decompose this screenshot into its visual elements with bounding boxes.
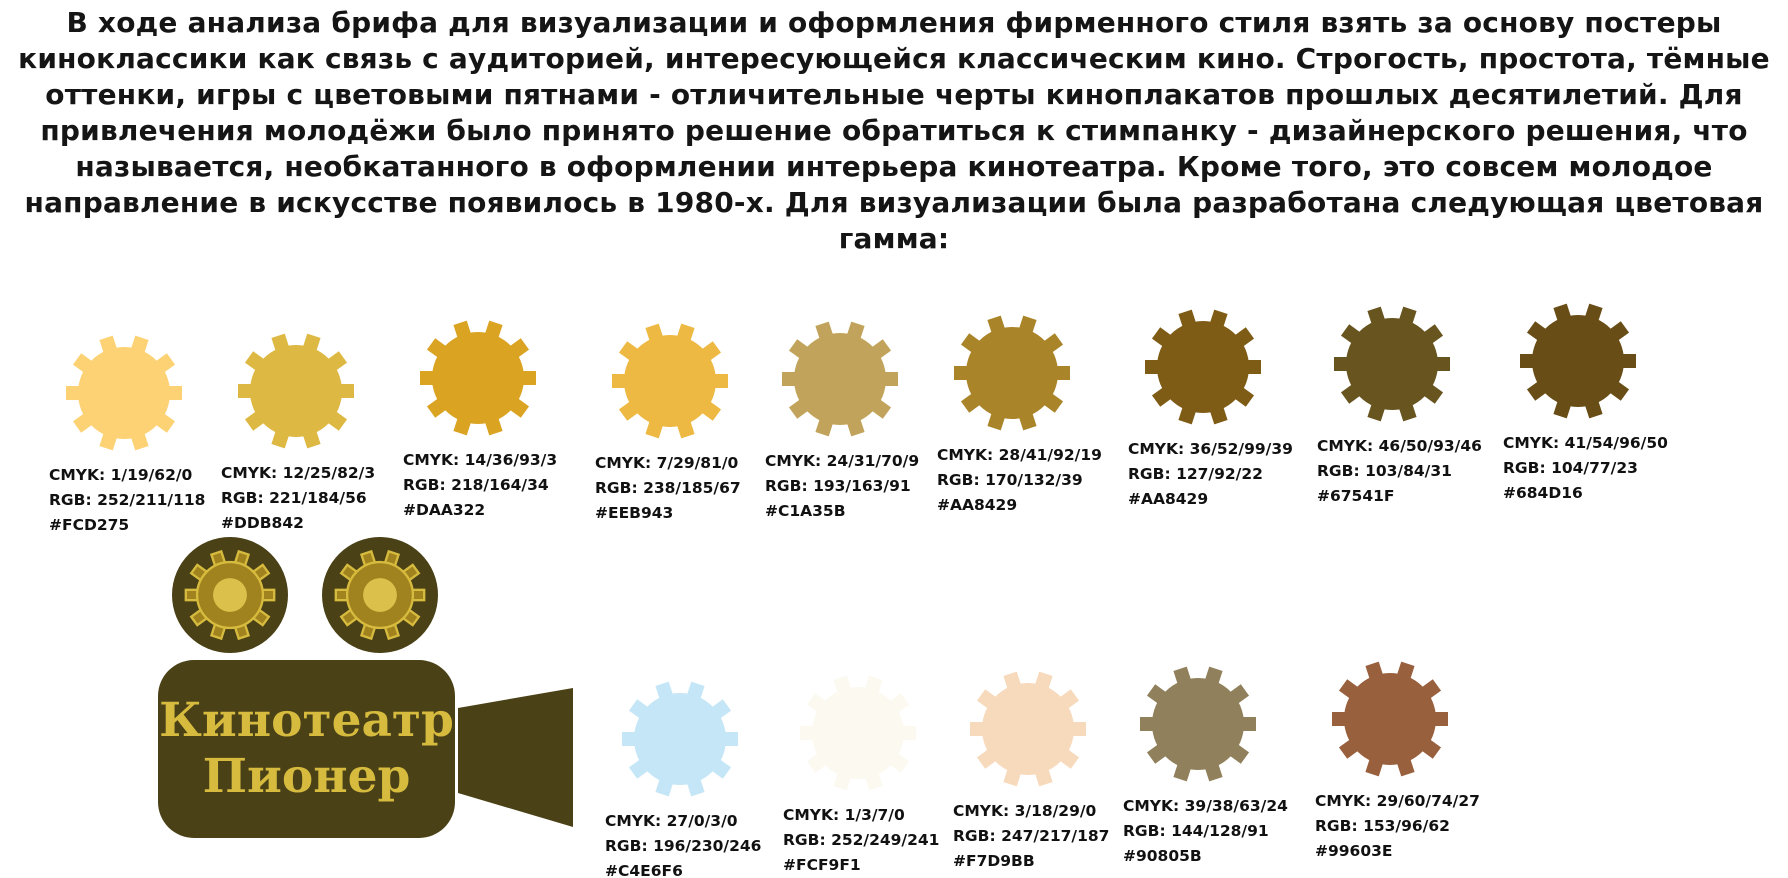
film-reel-icon — [322, 537, 438, 653]
color-swatch — [605, 678, 795, 878]
rgb-value: RGB: 103/84/31 — [1317, 462, 1452, 480]
hex-value: #FCF9F1 — [783, 856, 861, 874]
color-swatch — [765, 318, 955, 524]
color-swatch — [595, 320, 785, 526]
hex-value: #684D16 — [1503, 484, 1583, 502]
paragraph-line: привлечения молодёжи было принято решение обратиться к стимпанку - дизайнерского решения, что — [40, 114, 1748, 147]
color-values — [1123, 794, 1313, 869]
gear-swatch-icon — [779, 318, 901, 440]
hex-value: #FCD275 — [49, 516, 130, 534]
rgb-value: RGB: 218/164/34 — [403, 476, 549, 494]
hex-value: #DAA322 — [403, 501, 486, 519]
rgb-value: RGB: 127/92/22 — [1128, 465, 1263, 483]
cmyk-value: CMYK: 46/50/93/46 — [1317, 437, 1482, 455]
film-reel-icon — [172, 537, 288, 653]
cmyk-value: CMYK: 12/25/82/3 — [221, 464, 376, 482]
hex-value: #99603E — [1315, 842, 1393, 860]
rgb-value: RGB: 193/163/91 — [765, 477, 911, 495]
cinema-logo — [158, 475, 578, 840]
paragraph-line: называется, необкатанного в оформлении интерьера кинотеатра. Кроме того, это совсем молодое — [75, 150, 1713, 183]
color-swatch — [1317, 303, 1507, 509]
gear-swatch-icon — [63, 332, 185, 454]
hex-value: #AA8429 — [937, 496, 1018, 514]
color-swatch — [1123, 663, 1313, 869]
rgb-value: RGB: 153/96/62 — [1315, 817, 1450, 835]
cmyk-value: CMYK: 14/36/93/3 — [403, 451, 558, 469]
rgb-value: RGB: 144/128/91 — [1123, 822, 1269, 840]
paragraph-line: В ходе анализа брифа для визуализации и оформления фирменного стиля взять за основу постеры — [66, 6, 1722, 39]
gear-swatch-icon — [967, 668, 1089, 790]
color-values — [783, 803, 973, 878]
cmyk-value: CMYK: 41/54/96/50 — [1503, 434, 1668, 452]
hex-value: #90805B — [1123, 847, 1202, 865]
reel-gear-icon — [183, 548, 277, 642]
hex-value: #C1A35B — [765, 502, 846, 520]
hex-value: #F7D9BB — [953, 852, 1035, 870]
color-swatch — [1315, 658, 1505, 864]
rgb-value: RGB: 196/230/246 — [605, 837, 762, 855]
cmyk-value: CMYK: 28/41/92/19 — [937, 446, 1102, 464]
gear-swatch-icon — [1142, 306, 1264, 428]
rgb-value: RGB: 104/77/23 — [1503, 459, 1638, 477]
paragraph-line: гамма: — [838, 222, 950, 255]
paragraph-line: направление в искусстве появилось в 1980-х. Для визуализации была разработана следующая цветовая — [24, 186, 1764, 219]
color-swatch — [1503, 300, 1693, 506]
hex-value: #EEB943 — [595, 504, 674, 522]
color-values — [1315, 789, 1505, 864]
paragraph-line: оттенки, игры с цветовыми пятнами - отличительные черты киноплакатов прошлых десятилетий. Для — [45, 78, 1743, 111]
color-values — [1128, 437, 1318, 512]
gear-swatch-icon — [417, 317, 539, 439]
color-swatch — [953, 668, 1143, 874]
logo-title-line2: Пионер — [202, 749, 411, 804]
reel-gear-icon — [333, 548, 427, 642]
hex-value: #DDB842 — [221, 514, 304, 532]
color-values — [953, 799, 1143, 874]
color-values — [1503, 431, 1693, 506]
rgb-value: RGB: 247/217/187 — [953, 827, 1110, 845]
cmyk-value: CMYK: 27/0/3/0 — [605, 812, 738, 830]
cmyk-value: CMYK: 39/38/63/24 — [1123, 797, 1288, 815]
cmyk-value: CMYK: 1/19/62/0 — [49, 466, 193, 484]
hex-value: #AA8429 — [1128, 490, 1209, 508]
rgb-value: RGB: 170/132/39 — [937, 471, 1083, 489]
projector-body — [158, 660, 455, 838]
cmyk-value: CMYK: 29/60/74/27 — [1315, 792, 1480, 810]
color-swatch — [783, 672, 973, 878]
paragraph-line: киноклассики как связь с аудиторией, интересующейся классическим кино. Строгость, простота, тёмные — [18, 42, 1770, 75]
color-values — [605, 809, 795, 878]
gear-swatch-icon — [619, 678, 741, 800]
color-values — [1317, 434, 1507, 509]
cmyk-value: CMYK: 36/52/99/39 — [1128, 440, 1293, 458]
color-values — [765, 449, 955, 524]
logo-title-line1: Кинотеатр — [159, 693, 454, 748]
cmyk-value: CMYK: 1/3/7/0 — [783, 806, 905, 824]
gear-swatch-icon — [951, 312, 1073, 434]
gear-swatch-icon — [1329, 658, 1451, 780]
color-values — [937, 443, 1127, 518]
gear-swatch-icon — [609, 320, 731, 442]
gear-swatch-icon — [235, 330, 357, 452]
color-swatch — [1128, 306, 1318, 512]
gear-swatch-icon — [1517, 300, 1639, 422]
hex-value: #C4E6F6 — [605, 862, 683, 878]
cmyk-value: CMYK: 3/18/29/0 — [953, 802, 1097, 820]
gear-swatch-icon — [797, 672, 919, 794]
hex-value: #67541F — [1317, 487, 1395, 505]
projector-lens-icon — [458, 688, 573, 827]
color-swatch — [937, 312, 1127, 518]
gear-swatch-icon — [1137, 663, 1259, 785]
rgb-value: RGB: 238/185/67 — [595, 479, 741, 497]
cmyk-value: CMYK: 24/31/70/9 — [765, 452, 920, 470]
rgb-value: RGB: 221/184/56 — [221, 489, 367, 507]
cmyk-value: CMYK: 7/29/81/0 — [595, 454, 739, 472]
rgb-value: RGB: 252/249/241 — [783, 831, 940, 849]
brief-paragraph — [0, 5, 1788, 257]
rgb-value: RGB: 252/211/118 — [49, 491, 206, 509]
gear-swatch-icon — [1331, 303, 1453, 425]
color-values — [595, 451, 785, 526]
